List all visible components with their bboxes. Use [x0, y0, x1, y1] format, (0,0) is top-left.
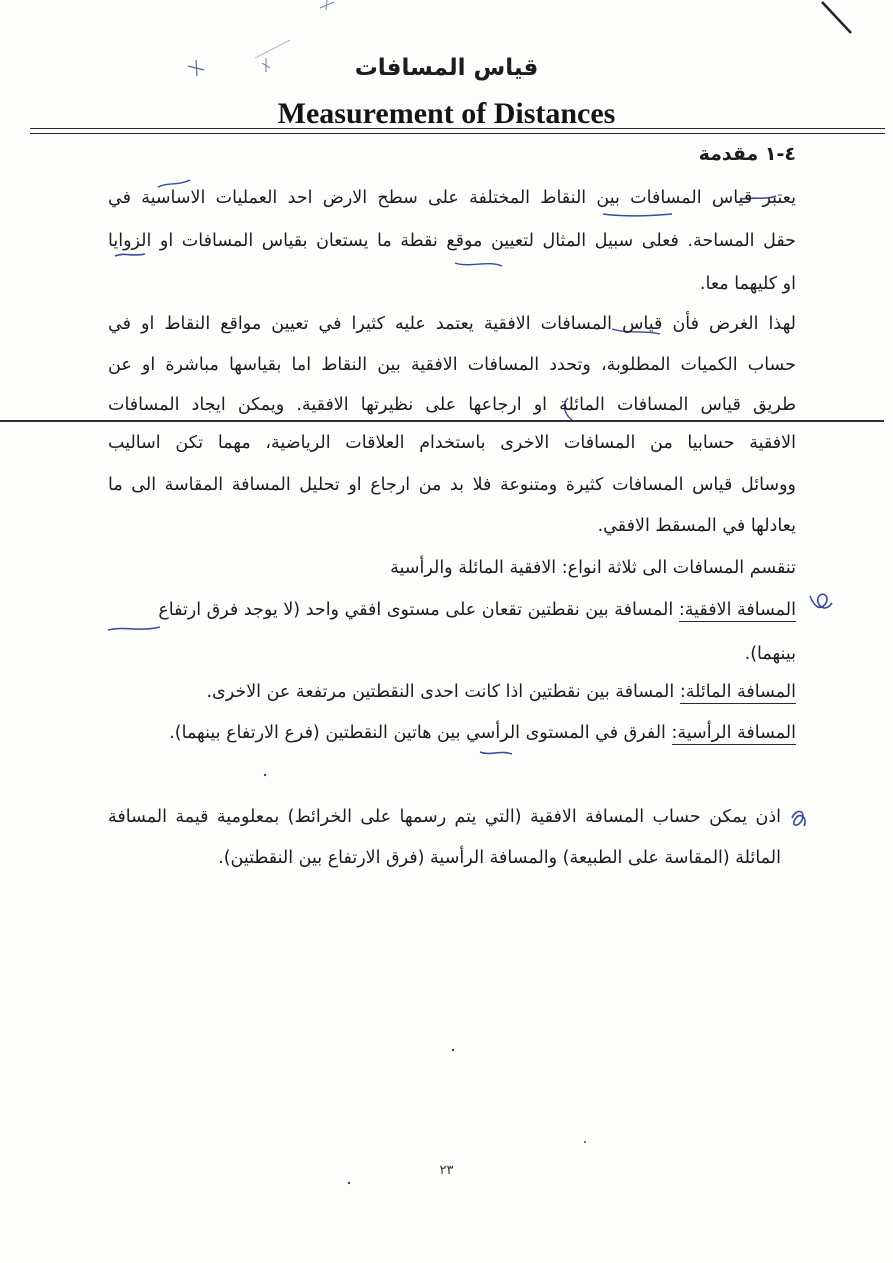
definition-horizontal-line-1: [108, 598, 796, 622]
paragraph-2-line-4: الافقية حسابيا من المسافات الاخرى باستخدام العلاقات الرياضية، مهما تكن اساليب: [108, 433, 796, 453]
pen-underline: [603, 214, 672, 216]
margin-check-mark: [810, 594, 832, 608]
term-inclined: المسافة المائلة:: [679, 682, 796, 702]
conclusion-line-2: المائلة (المقاسة على الطبيعة) والمسافة الرأسية (فرق الارتفاع بين النقطتين).: [218, 848, 781, 868]
paragraph-2-line-6: يعادلها في المسقط الافقي.: [597, 516, 796, 536]
definition-horizontal-line-2: بينهما).: [744, 644, 796, 664]
definition-vertical: [169, 721, 796, 745]
definition-inclined: [206, 680, 796, 704]
page-title-arabic: قياس المسافات: [354, 55, 539, 81]
corner-pen-stroke: [822, 2, 851, 33]
margin-check-mark-2: [792, 811, 805, 826]
pen-underline: [108, 627, 160, 630]
paragraph-2-line-5: ووسائل قياس المسافات كثيرة ومتنوعة فلا بد من ارجاع او تحليل المسافة المقاسة الى ما: [108, 475, 796, 495]
term-horizontal: المسافة الافقية:: [678, 600, 796, 620]
definition-inclined-text: المسافة بين نقطتين اذا كانت احدى النقطتين مرتفعة عن الاخرى.: [206, 682, 675, 702]
header-rule-top: [30, 128, 885, 129]
stray-dot: [348, 1182, 350, 1184]
definition-vertical-text: الفرق في المستوى الرأسي بين هاتين النقطتين (فرع الارتفاع بينهما).: [169, 723, 666, 743]
top-tick-mark: [320, 0, 334, 10]
paragraph-2-line-1: لهذا الغرض فأن قياس المسافات الافقية يعتمد عليه كثيرا في تعيين مواقع النقاط او في: [108, 314, 796, 334]
page-number: ٢٣: [439, 1163, 454, 1178]
header-rule-bottom: [30, 133, 885, 134]
section-heading: ٤-١ مقدمة: [698, 143, 796, 165]
page-title-english: Measurement of Distances: [277, 97, 616, 130]
term-vertical: المسافة الرأسية:: [671, 723, 796, 743]
stray-dot: [452, 1049, 454, 1051]
page-fold-rule: [0, 420, 884, 422]
paragraph-2-line-2: حساب الكميات المطلوبة، وتحدد المسافات الافقية بين النقاط اما بقياسها مباشرة او عن: [108, 355, 796, 375]
types-intro: تنقسم المسافات الى ثلاثة انواع: الافقية المائلة والرأسية: [390, 558, 796, 578]
paragraph-1-line-3: او كليهما معا.: [699, 274, 796, 294]
paragraph-2-line-3: طريق قياس المسافات المائلة او ارجاعها على نظيرتها الافقية. ويمكن ايجاد المسافات: [108, 395, 796, 415]
pen-underline: [115, 254, 145, 256]
paragraph-1-line-2: حقل المساحة. فعلى سبيل المثال لتعيين موقع نقطة ما يستعان بقياس المسافات او الزوايا: [108, 231, 796, 251]
stray-dot: [264, 774, 266, 776]
definition-horizontal-text: المسافة بين نقطتين تقعان على مستوى افقي واحد (لا يوجد فرق ارتفاع: [158, 600, 674, 620]
stray-dot: [584, 1141, 586, 1143]
paragraph-1-line-1: يعتبر قياس المسافات بين النقاط المختلفة على سطح الارض احد العمليات الاساسية في: [108, 188, 796, 208]
conclusion-line-1: اذن يمكن حساب المسافة الافقية (التي يتم رسمها على الخرائط) بمعلومية قيمة المسافة: [108, 807, 781, 827]
pen-underline: [480, 752, 512, 754]
pen-underline: [455, 263, 502, 266]
